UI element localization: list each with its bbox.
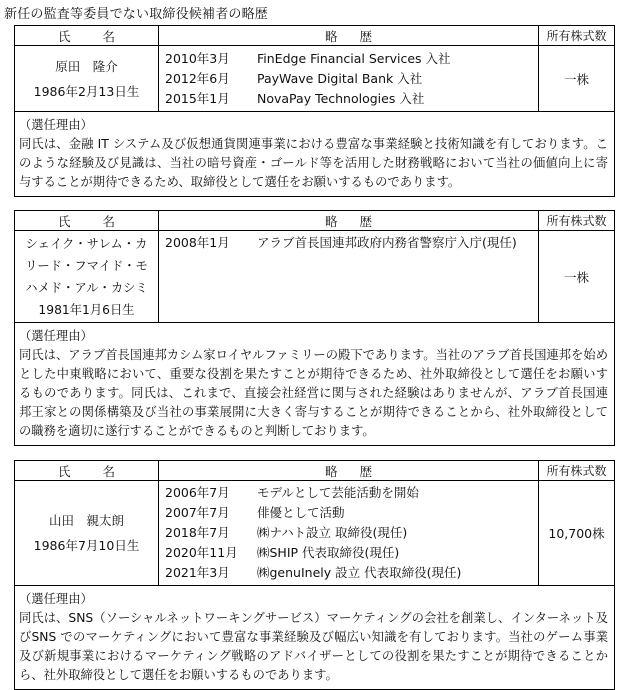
career-desc: 俳優として活動 xyxy=(257,505,345,520)
career-entry xyxy=(165,523,538,543)
header-career: 略歴 xyxy=(159,26,539,46)
header-row xyxy=(15,211,615,231)
candidate-name-cell xyxy=(15,46,159,112)
career-entry xyxy=(165,89,538,109)
candidate-name-line: リード・フマイド・モ xyxy=(25,258,148,273)
candidate-row xyxy=(15,231,615,323)
career-desc: PayWave Digital Bank 入社 xyxy=(257,70,423,86)
header-row xyxy=(15,461,615,481)
candidate-birthdate: 1981年1月6日生 xyxy=(38,302,135,317)
career-date: 2018年7月 xyxy=(165,525,230,540)
career-date: 2006年7月 xyxy=(165,485,230,500)
career-cell xyxy=(159,46,539,112)
career-desc: ㈱ナハト設立 取締役(現任) xyxy=(257,525,408,540)
reason-cell xyxy=(15,112,615,197)
page-title: 新任の監査等委員でない取締役候補者の略歴 xyxy=(4,7,269,22)
career-date: 2021年3月 xyxy=(165,565,230,580)
reason-text: 同氏は、アラブ首長国連邦カシム家ロイヤルファミリーの殿下であります。当社のアラブ首長国連邦を始めとした中東戦略において、重要な役割を果たすことが期待できるため、社外取締役として選任をお願いするものであります。同氏は、これまで、直接会社経営に関与された経験はありませんが、アラブ首長国連邦王家との関係構築及び当社の事業展開に大きく寄与することが期待できることから、社外取締役としての職務を適切に遂行することができるものと判断しております。 xyxy=(19,348,608,438)
candidate-table-2 xyxy=(14,210,615,446)
reason-text: 同氏は、SNS（ソーシャルネットワーキングサービス）マーケティングの会社を創業し、インターネット及びSNS でのマーケティングにおいて豊富な事業経験及び幅広い知識を有しております。当社のゲーム事業及び新規事業におけるマーケティング戦略のアドバイザーとしての役割を果たすことが期待できることから、社外取締役として選任をお願いするものであります。 xyxy=(19,611,608,682)
candidate-row xyxy=(15,46,615,112)
career-entry xyxy=(165,483,538,503)
career-entry xyxy=(165,69,538,89)
header-career: 略歴 xyxy=(159,211,539,231)
career-date: 2007年7月 xyxy=(165,505,230,520)
candidate-name-cell xyxy=(15,481,159,586)
candidate-name-line: ハメド・アル・カシミ xyxy=(25,280,148,295)
header-career: 略歴 xyxy=(159,461,539,481)
career-desc: NovaPay Technologies 入社 xyxy=(257,90,425,106)
career-date: 2008年1月 xyxy=(165,235,230,250)
career-desc: モデルとして芸能活動を開始 xyxy=(257,485,419,500)
reason-text: 同氏は、金融 IT システム及び仮想通貨関連事業における豊富な事業経験と技術知識を有しております。このような経験及び見識は、当社の暗号資産・ゴールド等を活用した財務戦略において当社の価値向上に寄与することが期待できるため、取締役として選任をお願いするものであります。 xyxy=(19,137,608,189)
shares-cell: 一株 xyxy=(539,231,615,323)
header-name: 氏名 xyxy=(15,211,159,231)
reason-cell xyxy=(15,323,615,446)
career-date: 2012年6月 xyxy=(165,70,230,86)
reason-row xyxy=(15,323,615,446)
career-entry xyxy=(165,233,538,253)
shares-cell: 一株 xyxy=(539,46,615,112)
career-desc: ㈱SHIP 代表取締役(現任) xyxy=(257,545,400,560)
candidate-birthdate: 1986年2月13日生 xyxy=(33,83,140,99)
candidate-name: 原田 隆介 xyxy=(55,58,118,74)
candidate-birthdate: 1986年7月10日生 xyxy=(33,538,140,553)
header-name: 氏名 xyxy=(15,26,159,46)
reason-row xyxy=(15,112,615,197)
career-entry xyxy=(165,503,538,523)
career-desc: ㈱genuInely 設立 代表取締役(現任) xyxy=(257,565,462,580)
header-shares: 所有株式数 xyxy=(539,211,615,231)
reason-row xyxy=(15,586,615,690)
career-cell xyxy=(159,481,539,586)
candidate-name-line: シェイク・サレム・カ xyxy=(25,236,148,251)
reason-heading: （選任理由） xyxy=(19,329,93,343)
career-cell xyxy=(159,231,539,323)
career-entry xyxy=(165,543,538,563)
candidate-table-1 xyxy=(14,25,615,197)
shares-cell: 10,700株 xyxy=(539,481,615,586)
career-date: 2010年3月 xyxy=(165,50,230,66)
candidate-table-3 xyxy=(14,460,615,690)
career-desc: FinEdge Financial Services 入社 xyxy=(257,50,451,66)
candidate-name-cell xyxy=(15,231,159,323)
reason-heading: （選任理由） xyxy=(19,118,93,132)
header-shares: 所有株式数 xyxy=(539,461,615,481)
career-entry xyxy=(165,49,538,69)
career-entry xyxy=(165,563,538,583)
career-date: 2020年11月 xyxy=(165,545,238,560)
header-row xyxy=(15,26,615,46)
reason-cell xyxy=(15,586,615,690)
career-date: 2015年1月 xyxy=(165,90,230,106)
header-name: 氏名 xyxy=(15,461,159,481)
career-desc: アラブ首長国連邦政府内務省警察庁入庁(現任) xyxy=(257,235,517,250)
candidate-name: 山田 親太朗 xyxy=(48,513,124,528)
reason-heading: （選任理由） xyxy=(19,592,93,606)
header-shares: 所有株式数 xyxy=(539,26,615,46)
candidate-row xyxy=(15,481,615,586)
